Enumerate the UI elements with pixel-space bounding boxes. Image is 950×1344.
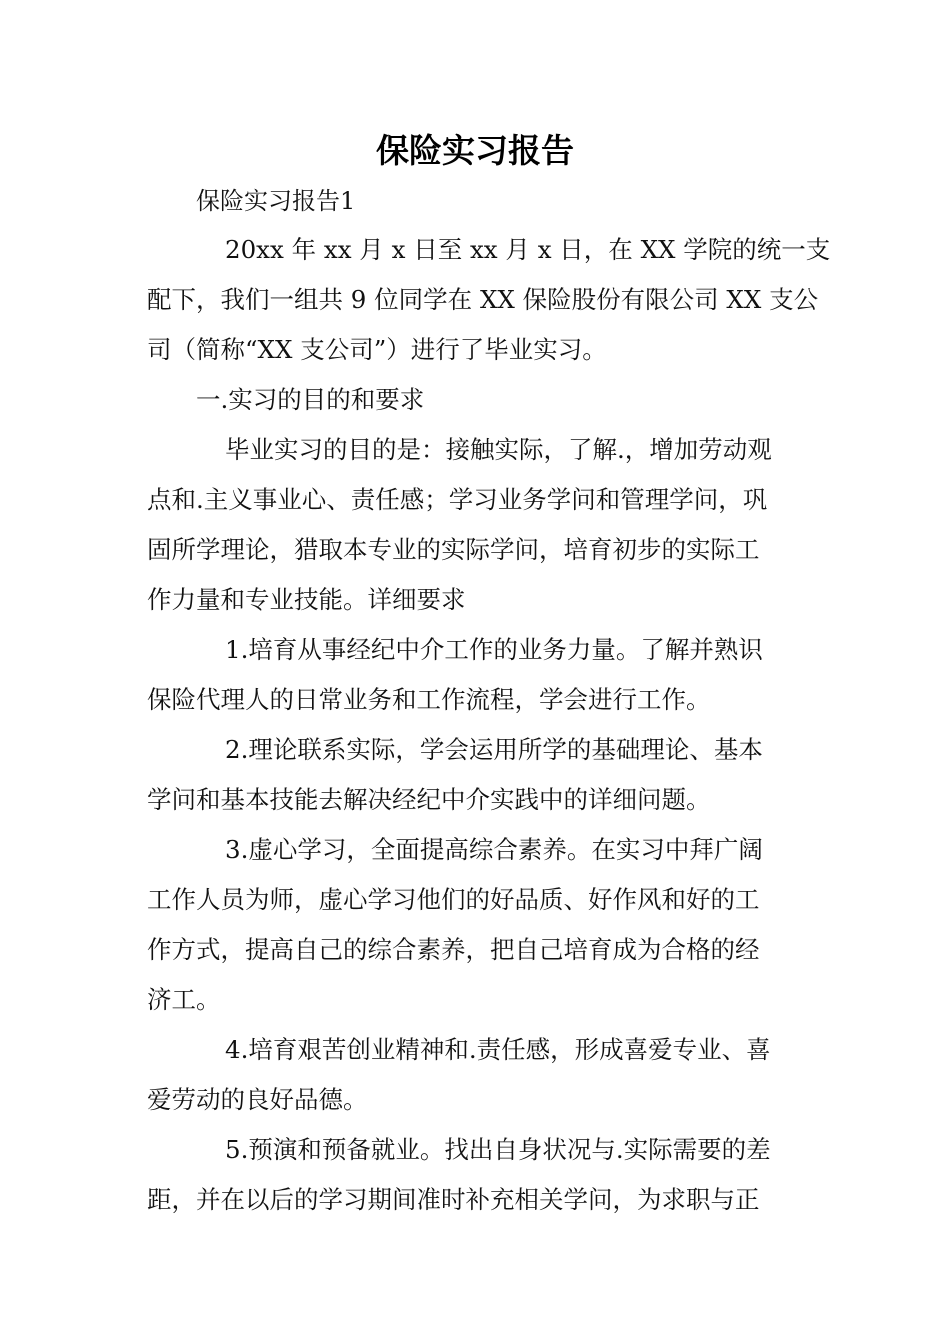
paragraph-line: 5.预演和预备就业。找出自身状况与.实际需要的差: [225, 1135, 771, 1164]
paragraph-line: 1.培育从事经纪中介工作的业务力量。了解并熟识: [225, 635, 763, 664]
paragraph-line: 作力量和专业技能。详细要求: [147, 585, 466, 614]
paragraph-line: 司（简称“XX 支公司”）进行了毕业实习。: [147, 335, 607, 364]
paragraph-line: 4.培育艰苦创业精神和.责任感，形成喜爱专业、喜: [225, 1035, 771, 1064]
paragraph-line: 20xx 年 xx 月 x 日至 xx 月 x 日，在 XX 学院的统一支: [225, 235, 831, 264]
section-heading-text: 一.实习的目的和要求: [196, 385, 425, 414]
paragraph-line: 济工。: [147, 985, 221, 1014]
paragraph-line: 工作人员为师，虚心学习他们的好品质、好作风和好的工: [147, 885, 760, 914]
paragraph-line: 3.虚心学习，全面提高综合素养。在实习中拜广阔: [225, 835, 763, 864]
list-item: [147, 725, 763, 825]
paragraph-line: 毕业实习的目的是：接触实际，了解.，增加劳动观: [225, 435, 772, 464]
list-item: [147, 1025, 771, 1125]
paragraph-line: 配下，我们一组共 9 位同学在 XX 保险股份有限公司 XX 支公: [147, 285, 819, 314]
paragraph-line: 2.理论联系实际，学会运用所学的基础理论、基本: [225, 735, 763, 764]
paragraph-line: 固所学理论，猎取本专业的实际学问，培育初步的实际工: [147, 535, 760, 564]
list-item: [147, 1125, 771, 1225]
paragraph-line: 爱劳动的良好品德。: [147, 1085, 368, 1114]
document-title: 保险实习报告: [376, 131, 574, 170]
list-item: [147, 825, 763, 1025]
paragraph-line: 作方式，提高自己的综合素养，把自己培育成为合格的经: [147, 935, 760, 964]
paragraph-intro: [147, 225, 830, 375]
paragraph-line: 点和.主义事业心、责任感；学习业务学问和管理学问，巩: [147, 485, 768, 514]
list-item: [147, 625, 763, 725]
paragraph-purpose: [147, 425, 772, 625]
section-heading: [196, 375, 424, 425]
document-subtitle: 保险实习报告1: [196, 187, 356, 215]
paragraph-line: 距，并在以后的学习期间准时补充相关学问，为求职与正: [147, 1185, 760, 1214]
paragraph-line: 学问和基本技能去解决经纪中介实践中的详细问题。: [147, 785, 711, 814]
paragraph-line: 保险代理人的日常业务和工作流程，学会进行工作。: [147, 685, 711, 714]
